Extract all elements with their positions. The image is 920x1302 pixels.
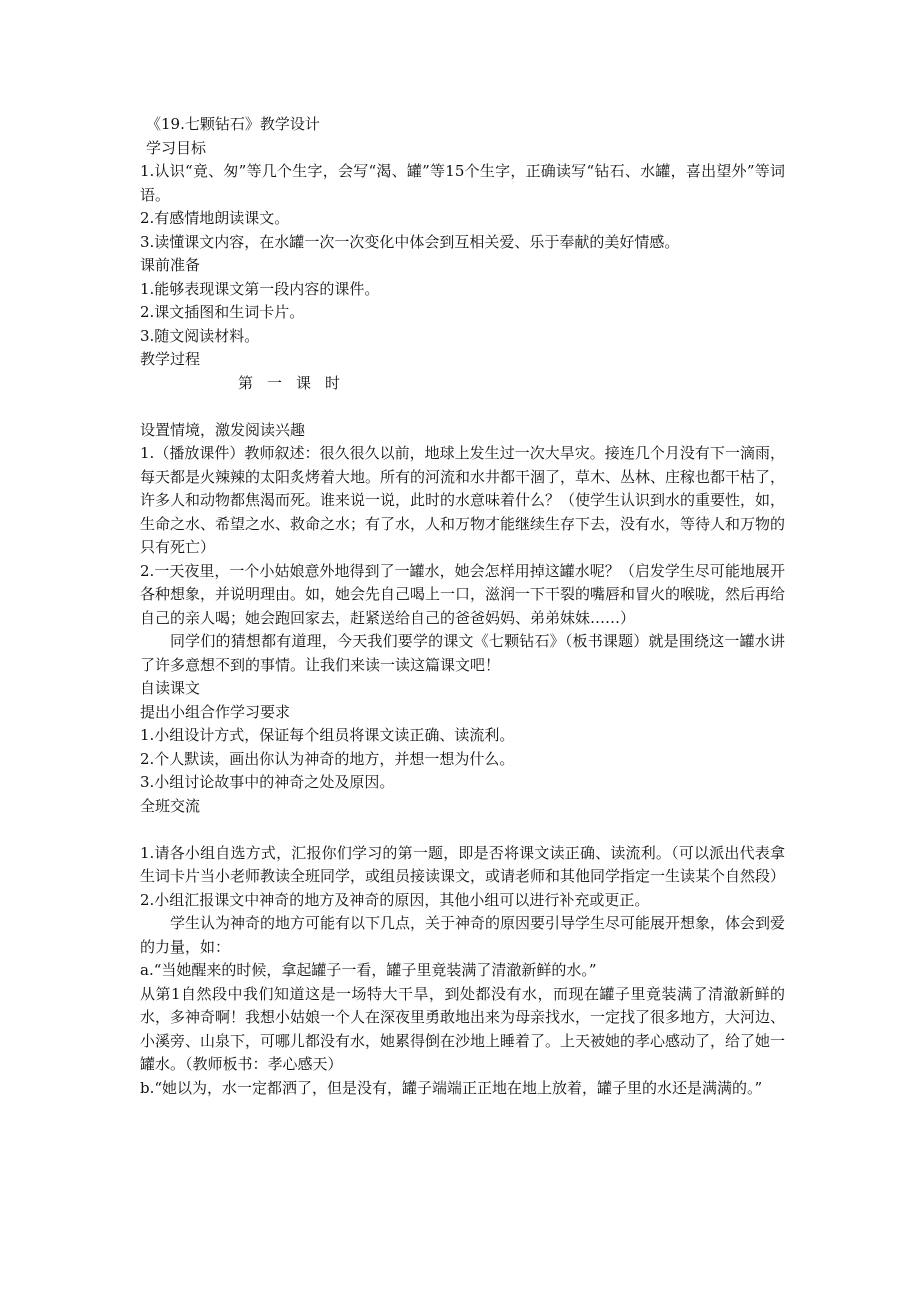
blank-line	[140, 818, 785, 842]
section2-heading: 自读课文	[140, 679, 201, 697]
section1-heading: 设置情境，激发阅读兴趣	[140, 420, 306, 439]
section2-item: 2.个人默读，画出你认为神奇的地方，并想一想为什么。	[140, 749, 515, 768]
lesson-label: 第一课时	[238, 373, 355, 392]
process-heading: 教学过程	[140, 350, 201, 368]
section1-summary: 同学们的猜想都有道理，今天我们要学的课文《七颗钻石》（板书课题）就是围绕这一罐水讲了许多意想不到的事情。让我们来读一读这篇课文吧！	[140, 632, 785, 674]
goal-item: 1.认识“竟、匆”等几个生字，会写“渴、罐”等15个生字，正确读写“钻石、水罐，喜出望外”等词语。	[140, 162, 785, 204]
point-b-quote: b.“她以为，水一定都洒了，但是没有，罐子端端正正地在地上放着，罐子里的水还是满满的。”	[140, 1078, 763, 1097]
prep-heading: 课前准备	[140, 256, 201, 274]
prep-item: 3.随文阅读材料。	[140, 326, 260, 345]
prep-item: 1.能够表现课文第一段内容的课件。	[140, 279, 380, 298]
blank-line	[140, 395, 785, 419]
section2-subheading: 提出小组合作学习要求	[140, 702, 291, 721]
point-a-quote: a.“当她醒来的时候，拿起罐子一看，罐子里竟装满了清澈新鲜的水。”	[140, 961, 597, 979]
section1-item: 1.（播放课件）教师叙述：很久很久以前，地球上发生过一次大旱灾。接连几个月没有下一滴雨，每天都是火辣辣的太阳炙烤着大地。所有的河流和水井都干涸了，草木、丛林、庄稼也都干枯了，许多人和动物都焦渴而死。谁来说一说，此时的水意味着什么？（使学生认识到水的重要性，如，生命之水、希望之水、救命之水；有了水，人和万物才能继续生存下去，没有水，等待人和万物的只有死亡）	[140, 444, 786, 556]
section2-item: 3.小组讨论故事中的神奇之处及原因。	[140, 773, 395, 791]
document-title: 《19.七颗钻石》教学设计	[146, 115, 320, 133]
section1-item: 2.一天夜里，一个小姑娘意外地得到了一罐水，她会怎样用掉这罐水呢？（启发学生尽可能地展开各种想象，并说明理由。如，她会先自己喝上一口，滋润一下干裂的嘴唇和冒火的喉咙，然后再给自己的亲人喝；她会跑回家去，赶紧送给自己的爸爸妈妈、弟弟妹妹……）	[140, 561, 786, 627]
section3-item: 1.请各小组自选方式，汇报你们学习的第一题，即是否将课文读正确、读流利。（可以派出代表拿生词卡片当小老师教读全班同学，或组员接读课文，或请老师和其他同学指定一生读某个自然段）	[140, 843, 786, 885]
goal-item: 2.有感情地朗读课文。	[140, 209, 290, 227]
section3-intro: 学生认为神奇的地方可能有以下几点，关于神奇的原因要引导学生尽可能展开想象，体会到爱的力量，如：	[140, 914, 786, 956]
section3-item: 2.小组汇报课文中神奇的地方及神奇的原因，其他小组可以进行补充或更正。	[140, 890, 650, 909]
goals-heading: 学习目标	[146, 138, 207, 157]
goal-item: 3.读懂课文内容，在水罐一次一次变化中体会到互相关爱、乐于奉献的美好情感。	[140, 232, 680, 251]
section3-heading: 全班交流	[140, 796, 201, 815]
prep-item: 2.课文插图和生词卡片。	[140, 303, 305, 321]
point-a-explanation: 从第1自然段中我们知道这是一场特大干旱，到处都没有水，而现在罐子里竟装满了清澈新鲜的水，多神奇啊！我想小姑娘一个人在深夜里勇敢地出来为母亲找水，一定找了很多地方，大河边、小溪旁、山泉下，可哪儿都没有水，她累得倒在沙地上睡着了。上天被她的孝心感动了，给了她一罐水。（教师板书：孝心感天）	[140, 984, 786, 1073]
section2-item: 1.小组设计方式，保证每个组员将课文读正确、读流利。	[140, 726, 515, 744]
document-body	[140, 113, 785, 1100]
